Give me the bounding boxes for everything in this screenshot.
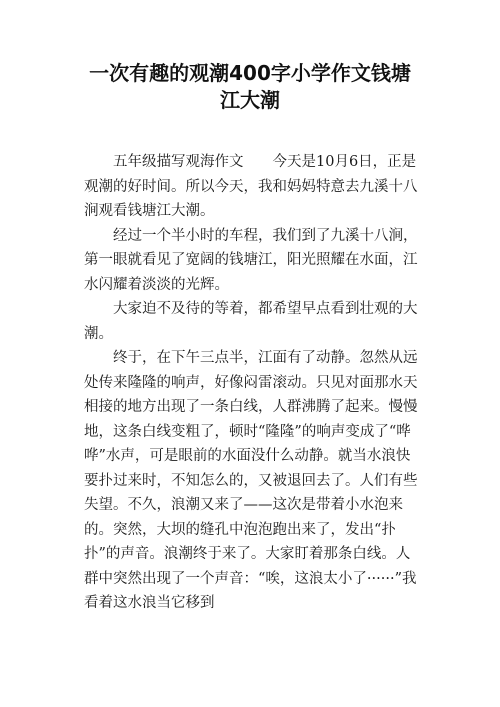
paragraph-3: 大家迫不及待的等着，都希望早点看到壮观的大潮。 <box>84 301 418 342</box>
page-title <box>70 60 430 114</box>
paragraph-2: 经过一个半小时的车程，我们到了九溪十八涧，第一眼就看见了宽阔的钱塘江，阳光照耀在水面，江水闪耀着淡淡的光辉。 <box>84 227 418 293</box>
article-body <box>84 150 420 616</box>
title-line-1: 一次有趣的观潮400字小学作文钱塘 <box>89 61 411 85</box>
title-line-2: 江大潮 <box>220 88 280 112</box>
paragraph-1: 五年级描写观海作文 今天是10月6日，正是观潮的好时间。所以今天，我和妈妈特意去九溪十八涧观看钱塘江大潮。 <box>84 154 418 219</box>
paragraph-4: 终于，在下午三点半，江面有了动静。忽然从远处传来隆隆的响声，好像闷雷滚动。只见对面那水天相接的地方出现了一条白线，人群沸腾了起来。慢慢地，这条白线变粗了，顿时“隆隆”的响声变成了“哗哗”水声，可是眼前的水面没什么动静。就当水浪快要扑过来时，不知怎么的，又被退回去了。人们有些失望。不久，浪潮又来了——这次是带着小水泡来的。突然，大坝的缝孔中泡泡跑出来了，发出“扑扑”的声音。浪潮终于来了。大家盯着那条白线。人群中突然出现了一个声音：“唉，这浪太小了······”我看着这水浪当它移到 <box>84 350 418 611</box>
